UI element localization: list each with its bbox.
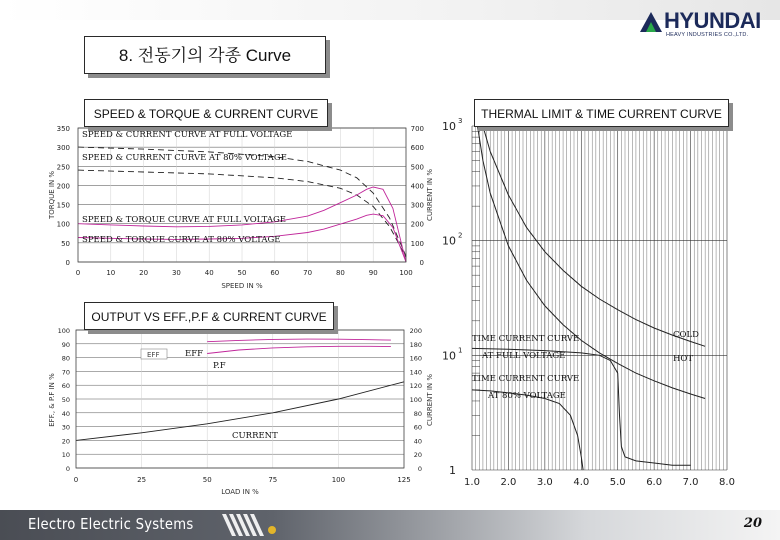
c2-annotation: TIME CURRENT CURVE	[472, 334, 580, 344]
c1-ytick-left: 300	[56, 144, 70, 153]
c3-ytick-right: 20	[413, 451, 422, 460]
c3-ytick-right: 80	[413, 409, 422, 418]
c3-ytick-right: 160	[409, 354, 422, 363]
c3-ytick-right: 0	[417, 465, 422, 473]
c1-ylabel-right: CURRENT IN %	[426, 168, 434, 222]
c3-ytick-left: 0	[65, 465, 70, 473]
c1-xtick: 70	[303, 269, 313, 277]
c2-xtick: 1.0	[464, 477, 480, 488]
c3-ytick-right: 60	[413, 423, 422, 432]
c1-xtick: 40	[204, 269, 214, 277]
c3-ylabel-right: CURRENT IN %	[426, 373, 434, 427]
c3-xlabel: LOAD IN %	[221, 488, 259, 496]
c1-ytick-left: 100	[56, 220, 70, 229]
c2-ytick: 10	[442, 234, 456, 248]
c3-annotation-eff: EFF	[185, 349, 204, 359]
c3-ytick-left: 80	[61, 354, 70, 363]
c3-ytick-left: 10	[61, 451, 70, 460]
c1-ytick-left: 200	[56, 182, 70, 191]
c2-xtick: 2.0	[500, 477, 517, 488]
c3-ytick-left: 60	[61, 382, 70, 391]
c3-xtick: 50	[202, 476, 212, 484]
c3-xtick: 0	[73, 476, 79, 484]
c2-ytick: 10	[442, 349, 456, 363]
chart2-title: THERMAL LIMIT & TIME CURRENT CURVE	[474, 99, 729, 127]
c1-xlabel: SPEED IN %	[221, 282, 263, 290]
footer-brand: Electro Electric Systems	[28, 515, 194, 533]
c1-xtick: 30	[171, 269, 181, 277]
c1-ytick-right: 0	[419, 259, 424, 267]
page-number: 20	[743, 516, 762, 531]
c2-xtick: 7.0	[682, 477, 699, 488]
logo-wordmark: HYUNDAI	[664, 8, 761, 33]
c1-ytick-left: 250	[56, 163, 70, 172]
c3-ytick-right: 180	[409, 340, 422, 349]
c3-series-line-1	[207, 346, 391, 353]
c3-xtick: 75	[268, 476, 278, 484]
c2-xtick: 3.0	[536, 477, 553, 488]
c1-ytick-left: 350	[56, 125, 70, 133]
c1-xtick: 90	[368, 269, 378, 277]
c1-ytick-right: 500	[410, 163, 424, 172]
c3-ytick-left: 30	[61, 423, 70, 432]
c1-xtick: 10	[106, 269, 116, 277]
c1-xtick: 20	[139, 269, 149, 277]
c2-annotation: AT 80% VOLTAGE	[488, 391, 566, 401]
c2-annotation-hot: HOT	[673, 354, 694, 364]
c3-series-line-0	[207, 339, 391, 342]
page-title: 8. 전동기의 각종 Curve	[84, 36, 326, 74]
c1-annotation: SPEED & CURRENT CURVE AT 80% VOLTAGE	[82, 153, 287, 163]
c1-ytick-right: 300	[410, 201, 424, 210]
c1-ytick-right: 600	[410, 144, 424, 153]
c2-annotation-cold: COLD	[673, 330, 699, 340]
c3-ytick-left: 40	[61, 409, 70, 418]
c1-annotation: SPEED & TORQUE CURVE AT 80% VOLTAGE	[82, 235, 281, 245]
c2-ytick-exponent: 3	[458, 117, 463, 125]
c2-ytick: 10	[442, 120, 456, 133]
c3-ytick-left: 20	[61, 437, 70, 446]
c3-ytick-right: 100	[409, 396, 422, 404]
c1-ytick-left: 0	[65, 259, 70, 267]
footer-stripes-icon	[218, 510, 290, 540]
c3-ylabel-left: EFF., & P.F IN %	[48, 373, 56, 427]
c3-annotation-current: CURRENT	[232, 431, 278, 441]
c2-annotation: TIME CURRENT CURVE	[472, 374, 580, 384]
c2-ytick-exponent: 2	[458, 231, 463, 240]
c3-ytick-right: 120	[409, 382, 422, 391]
c3-xtick: 25	[137, 476, 147, 484]
c3-ytick-right: 40	[413, 437, 422, 446]
c2-ytick-exponent: 1	[458, 346, 463, 355]
c3-legend-eff: EFF	[147, 351, 160, 359]
footer-bar	[0, 510, 780, 540]
c1-xtick: 100	[399, 269, 413, 277]
c1-ylabel-left: TORQUE IN %	[48, 170, 56, 220]
c2-xtick: 5.0	[609, 477, 626, 488]
c1-ytick-left: 150	[56, 201, 70, 210]
c1-annotation: SPEED & CURRENT CURVE AT FULL VOLTAGE	[82, 130, 293, 140]
c2-xtick: 8.0	[719, 477, 735, 488]
c2-annotation: AT FULL VOLTAGE	[482, 351, 566, 361]
c1-ytick-left: 50	[61, 239, 70, 248]
c3-annotation-pf: P.F	[213, 361, 226, 371]
c1-annotation: SPEED & TORQUE CURVE AT FULL VOLTAGE	[82, 215, 286, 225]
c3-ytick-left: 70	[61, 368, 70, 377]
c3-ytick-left: 90	[61, 340, 70, 349]
c2-xtick: 6.0	[646, 477, 663, 488]
logo-subtitle: HEAVY INDUSTRIES CO.,LTD.	[666, 32, 749, 38]
c1-ytick-right: 700	[410, 125, 424, 133]
c3-ytick-right: 200	[409, 327, 422, 335]
c2-xtick: 4.0	[573, 477, 590, 488]
c3-xtick: 125	[397, 476, 411, 484]
chart1-title: SPEED & TORQUE & CURRENT CURVE	[84, 99, 328, 127]
c3-ytick-left: 100	[57, 327, 70, 335]
c1-xtick: 0	[75, 269, 81, 277]
c1-xtick: 50	[237, 269, 247, 277]
c1-ytick-right: 100	[410, 239, 424, 248]
c1-ytick-right: 200	[410, 220, 424, 229]
c3-ytick-right: 140	[409, 368, 422, 377]
c1-xtick: 60	[270, 269, 280, 277]
c3-xtick: 100	[331, 476, 346, 484]
c3-ytick-left: 50	[61, 396, 70, 404]
chart3-title: OUTPUT VS EFF.,P.F & CURRENT CURVE	[84, 302, 334, 330]
c1-ytick-right: 400	[410, 182, 424, 191]
c1-xtick: 80	[335, 269, 345, 277]
c2-ytick: 1	[449, 464, 456, 477]
